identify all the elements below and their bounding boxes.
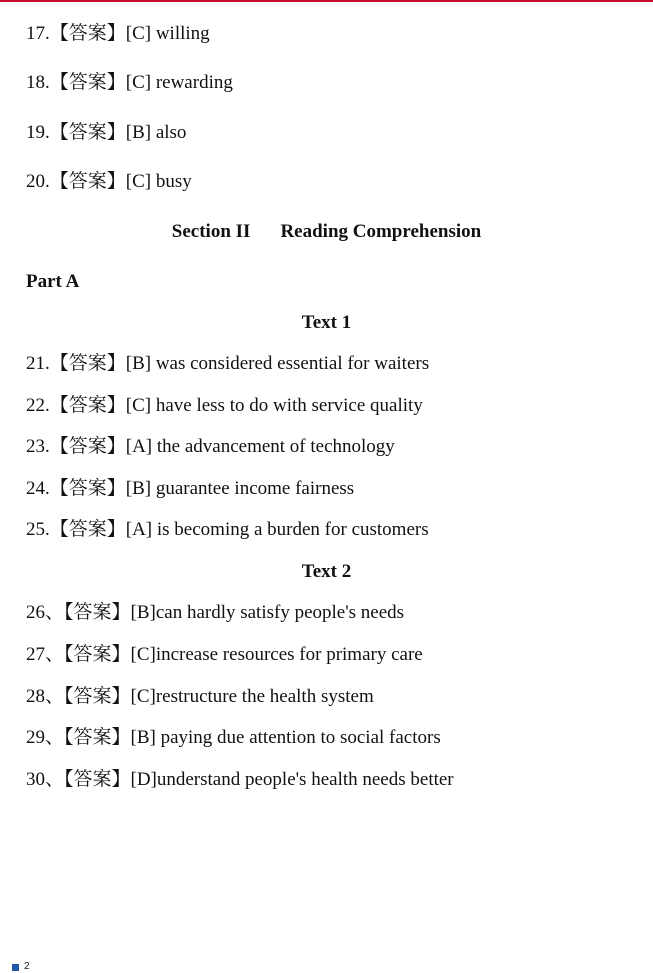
answer-26: 26、【答案】[B]can hardly satisfy people's needs [26, 602, 405, 623]
answer-21: 21.【答案】[B] was considered essential for waiters [26, 353, 430, 374]
page-number: 2 [24, 961, 30, 972]
text2-heading: Text 2 [301, 561, 352, 582]
section-heading [0, 221, 653, 243]
section-number: Section II [171, 221, 251, 242]
answer-22: 22.【答案】[C] have less to do with service quality [26, 395, 423, 416]
answer-28: 28、【答案】[C]restructure the health system [26, 686, 374, 707]
section-title: Reading Comprehension [280, 221, 482, 242]
top-red-rule [0, 0, 653, 2]
footer-square-icon [12, 964, 19, 971]
answer-17: 17.【答案】[C] willing [26, 23, 210, 44]
answer-19: 19.【答案】[B] also [26, 122, 187, 143]
answer-23: 23.【答案】[A] the advancement of technology [26, 436, 395, 457]
answer-20: 20.【答案】[C] busy [26, 171, 192, 192]
answer-30: 30、【答案】[D]understand people's health needs better [26, 769, 454, 790]
answer-25: 25.【答案】[A] is becoming a burden for customers [26, 519, 429, 540]
answer-27: 27、【答案】[C]increase resources for primary care [26, 644, 423, 665]
part-heading: Part A [26, 271, 80, 292]
answer-18: 18.【答案】[C] rewarding [26, 72, 233, 93]
answer-29: 29、【答案】[B] paying due attention to social factors [26, 727, 441, 748]
answer-24: 24.【答案】[B] guarantee income fairness [26, 478, 355, 499]
text1-heading: Text 1 [301, 312, 352, 333]
